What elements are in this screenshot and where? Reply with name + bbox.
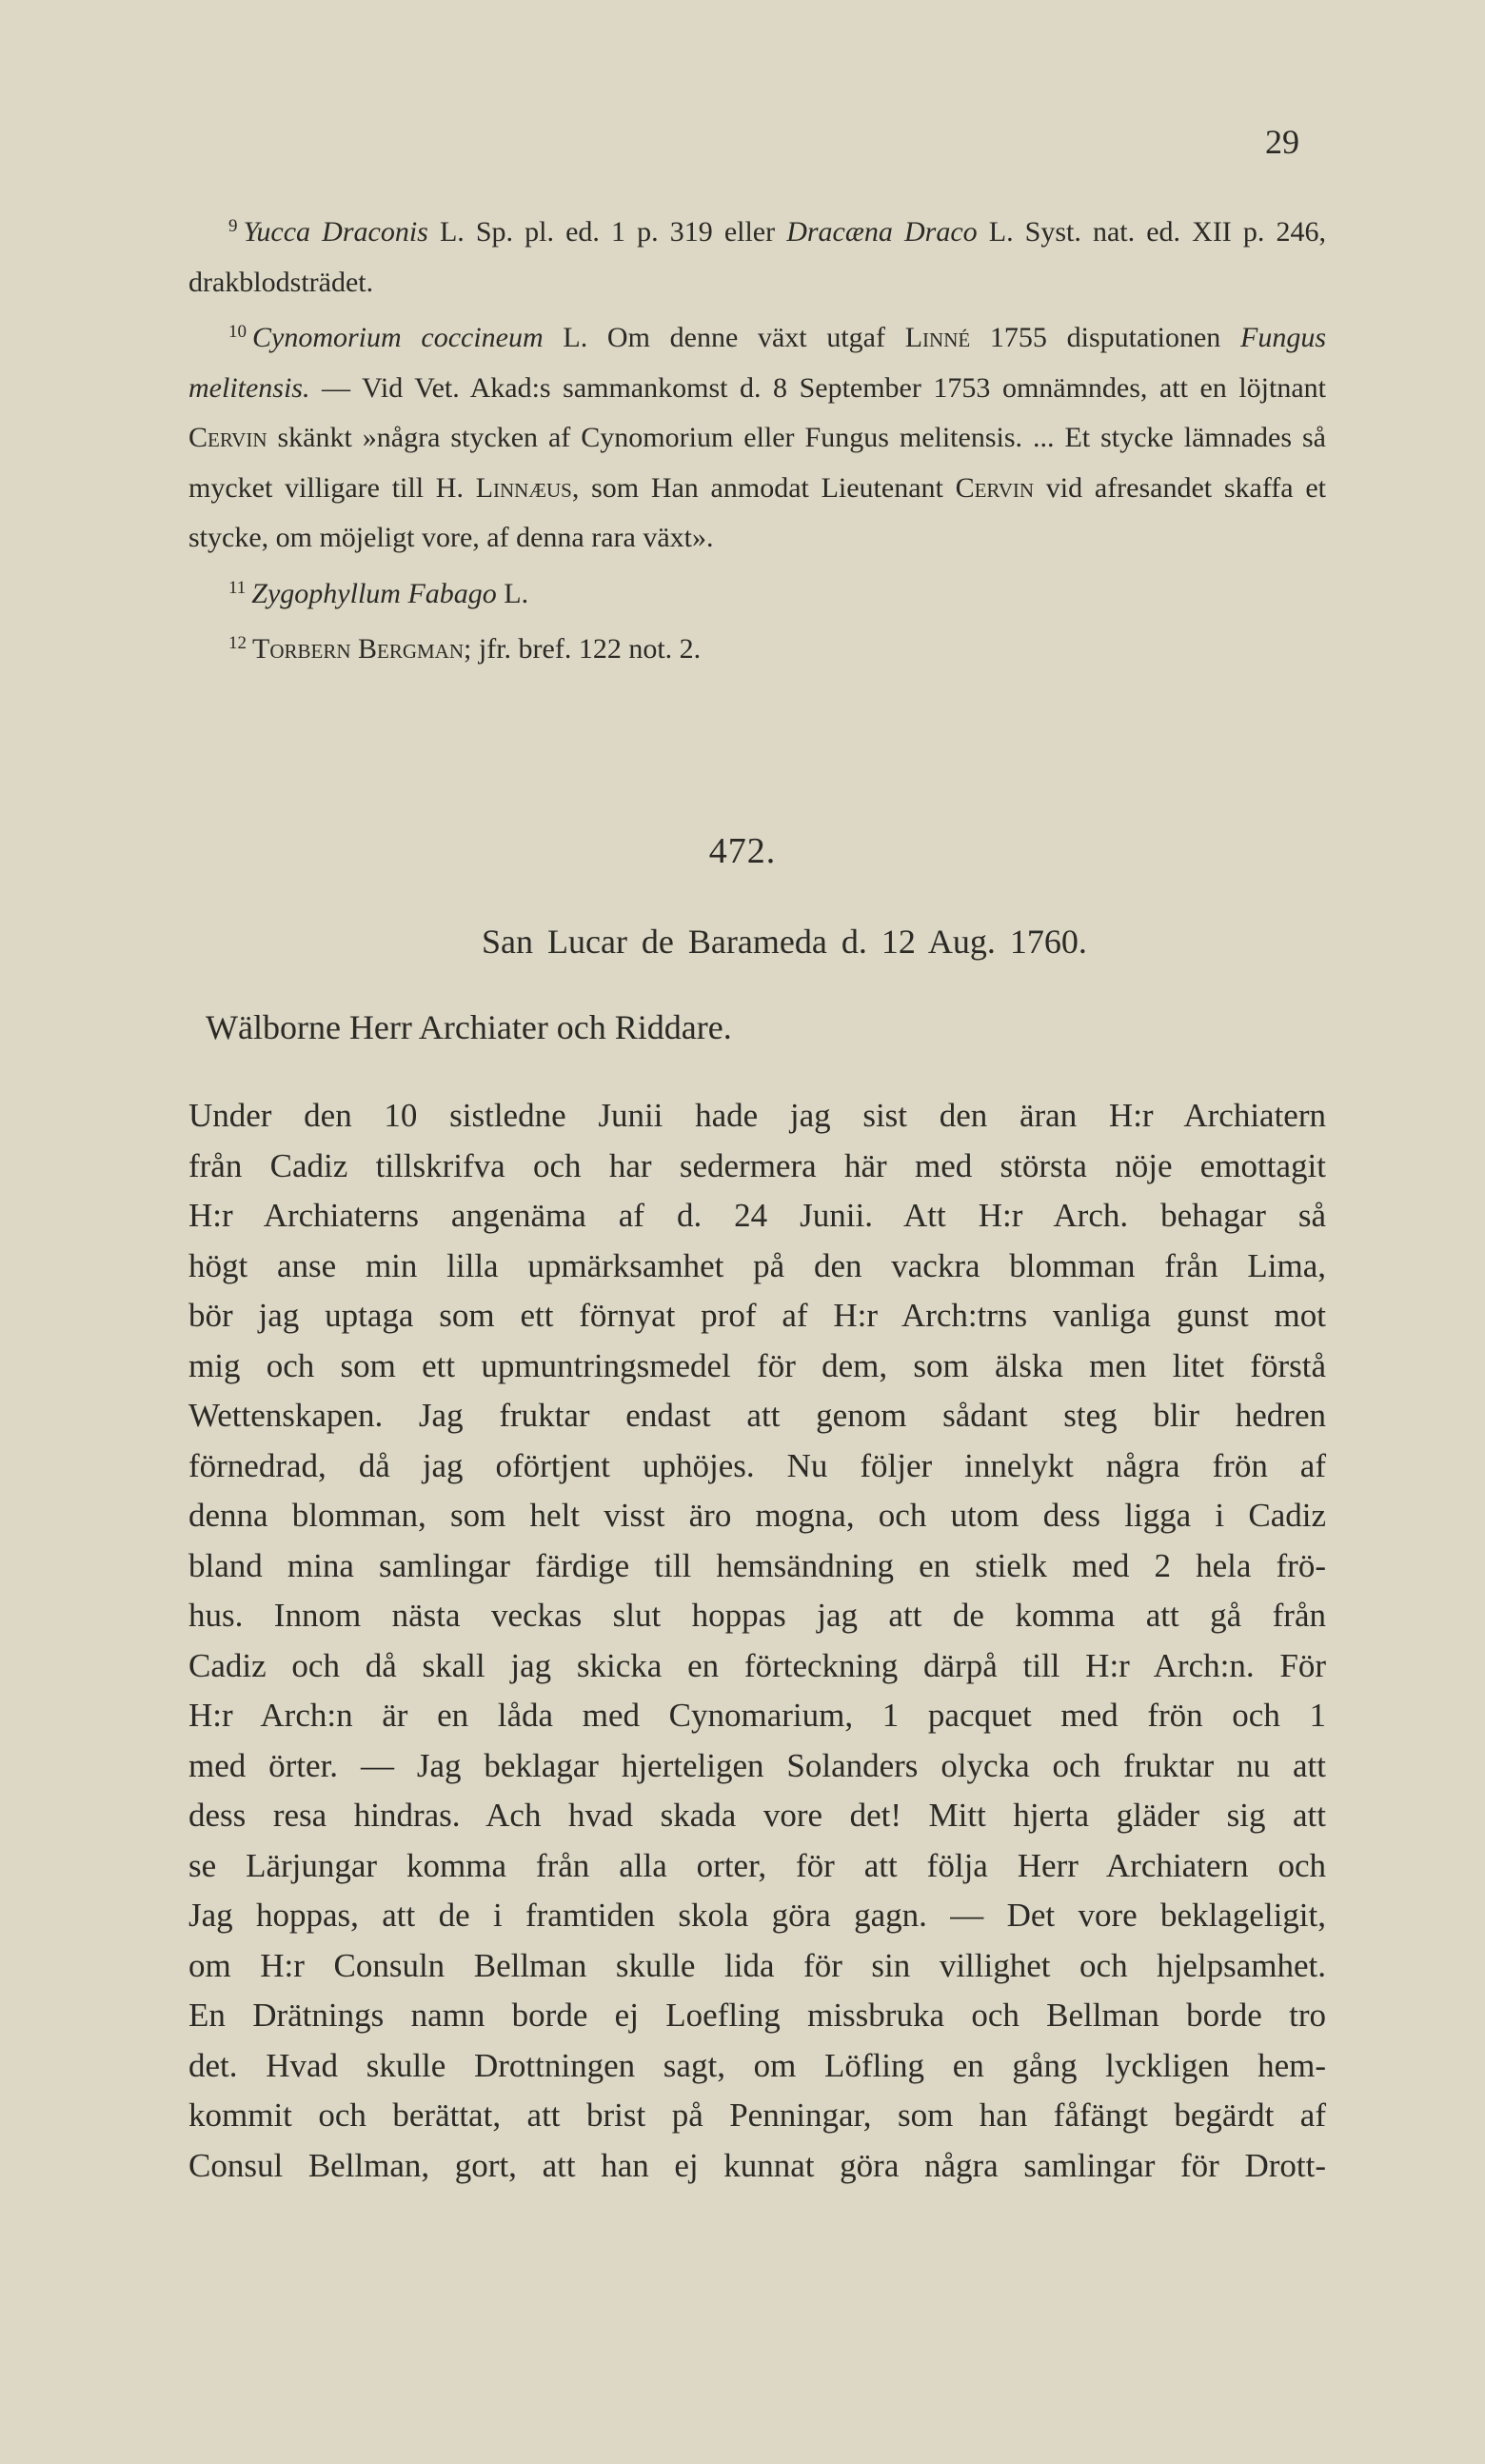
body-line: från Cadiz tillskrifva och har sedermera här med största nöje emottagit [188,1146,1326,1184]
species-name: Cynomorium coccineum [252,322,544,353]
footnote-9 [188,202,1326,308]
body-line: En Drätnings namn borde ej Loefling missbruka och Bellman borde tro [188,1997,1326,2034]
page-number: 29 [1265,123,1299,161]
body-line: H:r Archiaterns angenäma af d. 24 Junii. Att H:r Arch. behagar så [188,1197,1326,1234]
footnote-text: skänkt »några stycken af Cynomorium eller Fungus melitensis. ... Et stycke lämnades så mycket villigare till H. [188,422,1326,504]
body-line: det. Hvad skulle Drottningen sagt, om Löfling en gång lyckligen hem- [188,2046,1326,2084]
species-name: Yucca Draconis [243,216,428,248]
species-name: Zygophyllum Fabago [251,577,497,609]
letter-number: 472. [708,831,777,871]
footnote-marker: 11 [228,577,247,598]
body-line: Jag hoppas, att de i framtiden skola göra gagn. — Det vore beklageligit, [188,1897,1326,1934]
footnote-11 [188,564,1326,620]
footnote-10 [188,308,1326,564]
letter-body [188,1091,1326,2191]
person-name: Cervin [955,471,1035,504]
footnote-text: 1755 disputationen [970,322,1241,353]
body-line: hus. Innom nästa veckas slut hoppas jag att de komma att gå från [188,1597,1326,1634]
body-line: med örter. — Jag beklagar hjerteligen Solanders olycka och fruktar nu att [188,1746,1326,1784]
body-line: om H:r Consuln Bellman skulle lida för sin villighet och hjelpsamhet. [188,1946,1326,1984]
letter-salutation: Wälborne Herr Archiater och Riddare. [206,1008,732,1046]
body-line: förnedrad, då jag oförtjent uphöjes. Nu följer innelykt några frön af [188,1446,1326,1484]
body-line: mig och som ett upmuntringsmedel för dem, som älska men litet förstå [188,1346,1326,1384]
body-line: bland mina samlingar färdige till hemsändning en stielk med 2 hela frö- [188,1546,1326,1584]
footnote-marker: 12 [228,633,247,653]
person-name: Linné [904,322,971,353]
person-name: Torbern Bergman [252,633,465,665]
body-line: dess resa hindras. Ach hvad skada vore det! Mitt hjerta gläder sig att [188,1797,1326,1834]
body-line: Cadiz och då skall jag skicka en förteckning därpå till H:r Arch:n. För [188,1646,1326,1684]
footnote-text: vid afresandet skaffa et stycke, om möjeligt vore, af denna rara växt». [188,471,1326,553]
body-line: kommit och berättat, att brist på Penningar, som han fåfängt begärdt af [188,2096,1326,2134]
body-line: högt anse min lilla upmärksamhet på den vackra blomman från Lima, [188,1246,1326,1284]
footnote-text: L. Om denne växt utgaf [543,322,905,353]
body-line: se Lärjungar komma från alla orter, för att följa Herr Archiatern och [188,1846,1326,1884]
footnote-12 [188,619,1326,675]
person-name: Linnæus [475,471,572,504]
footnote-text: L. [496,577,529,609]
body-line: bör jag uptaga som ett förnyat prof af H:r Arch:trns vanliga gunst mot [188,1297,1326,1334]
footnote-text: L. Syst. nat. ed. XII p. 246, drakblodsträdet. [188,216,1327,298]
body-line: Consul Bellman, gort, att han ej kunnat göra några samlingar för Drott- [188,2146,1326,2184]
footnote-text: — Vid Vet. Akad:s sammankomst d. 8 September 1753 omnämndes, att en löjtnant [309,371,1326,404]
letter-dateline: San Lucar de Barameda d. 12 Aug. 1760. [482,923,1087,961]
footnote-marker: 9 [228,216,238,236]
footnote-marker: 10 [228,322,247,342]
footnote-text: L. Sp. pl. ed. 1 p. 319 eller [427,216,787,248]
body-line: denna blomman, som helt visst äro mogna, och utom dess ligga i Cadiz [188,1497,1326,1534]
person-name: Cervin [188,422,267,453]
body-line: Wettenskapen. Jag fruktar endast att genom sådant steg blir hedren [188,1397,1326,1434]
body-line: Under den 10 sistledne Junii hade jag sist den äran H:r Archiatern [188,1097,1326,1134]
dissertation-title: Fungus melitensis. [188,322,1327,404]
footnotes [188,202,1326,675]
species-name: Dracæna Draco [786,216,978,248]
footnote-text: ; jfr. bref. 122 not. 2. [464,633,702,665]
body-line: H:r Arch:n är en låda med Cynomarium, 1 pacquet med frön och 1 [188,1697,1326,1734]
footnote-text: , som Han anmodat Lieutenant [571,471,956,504]
